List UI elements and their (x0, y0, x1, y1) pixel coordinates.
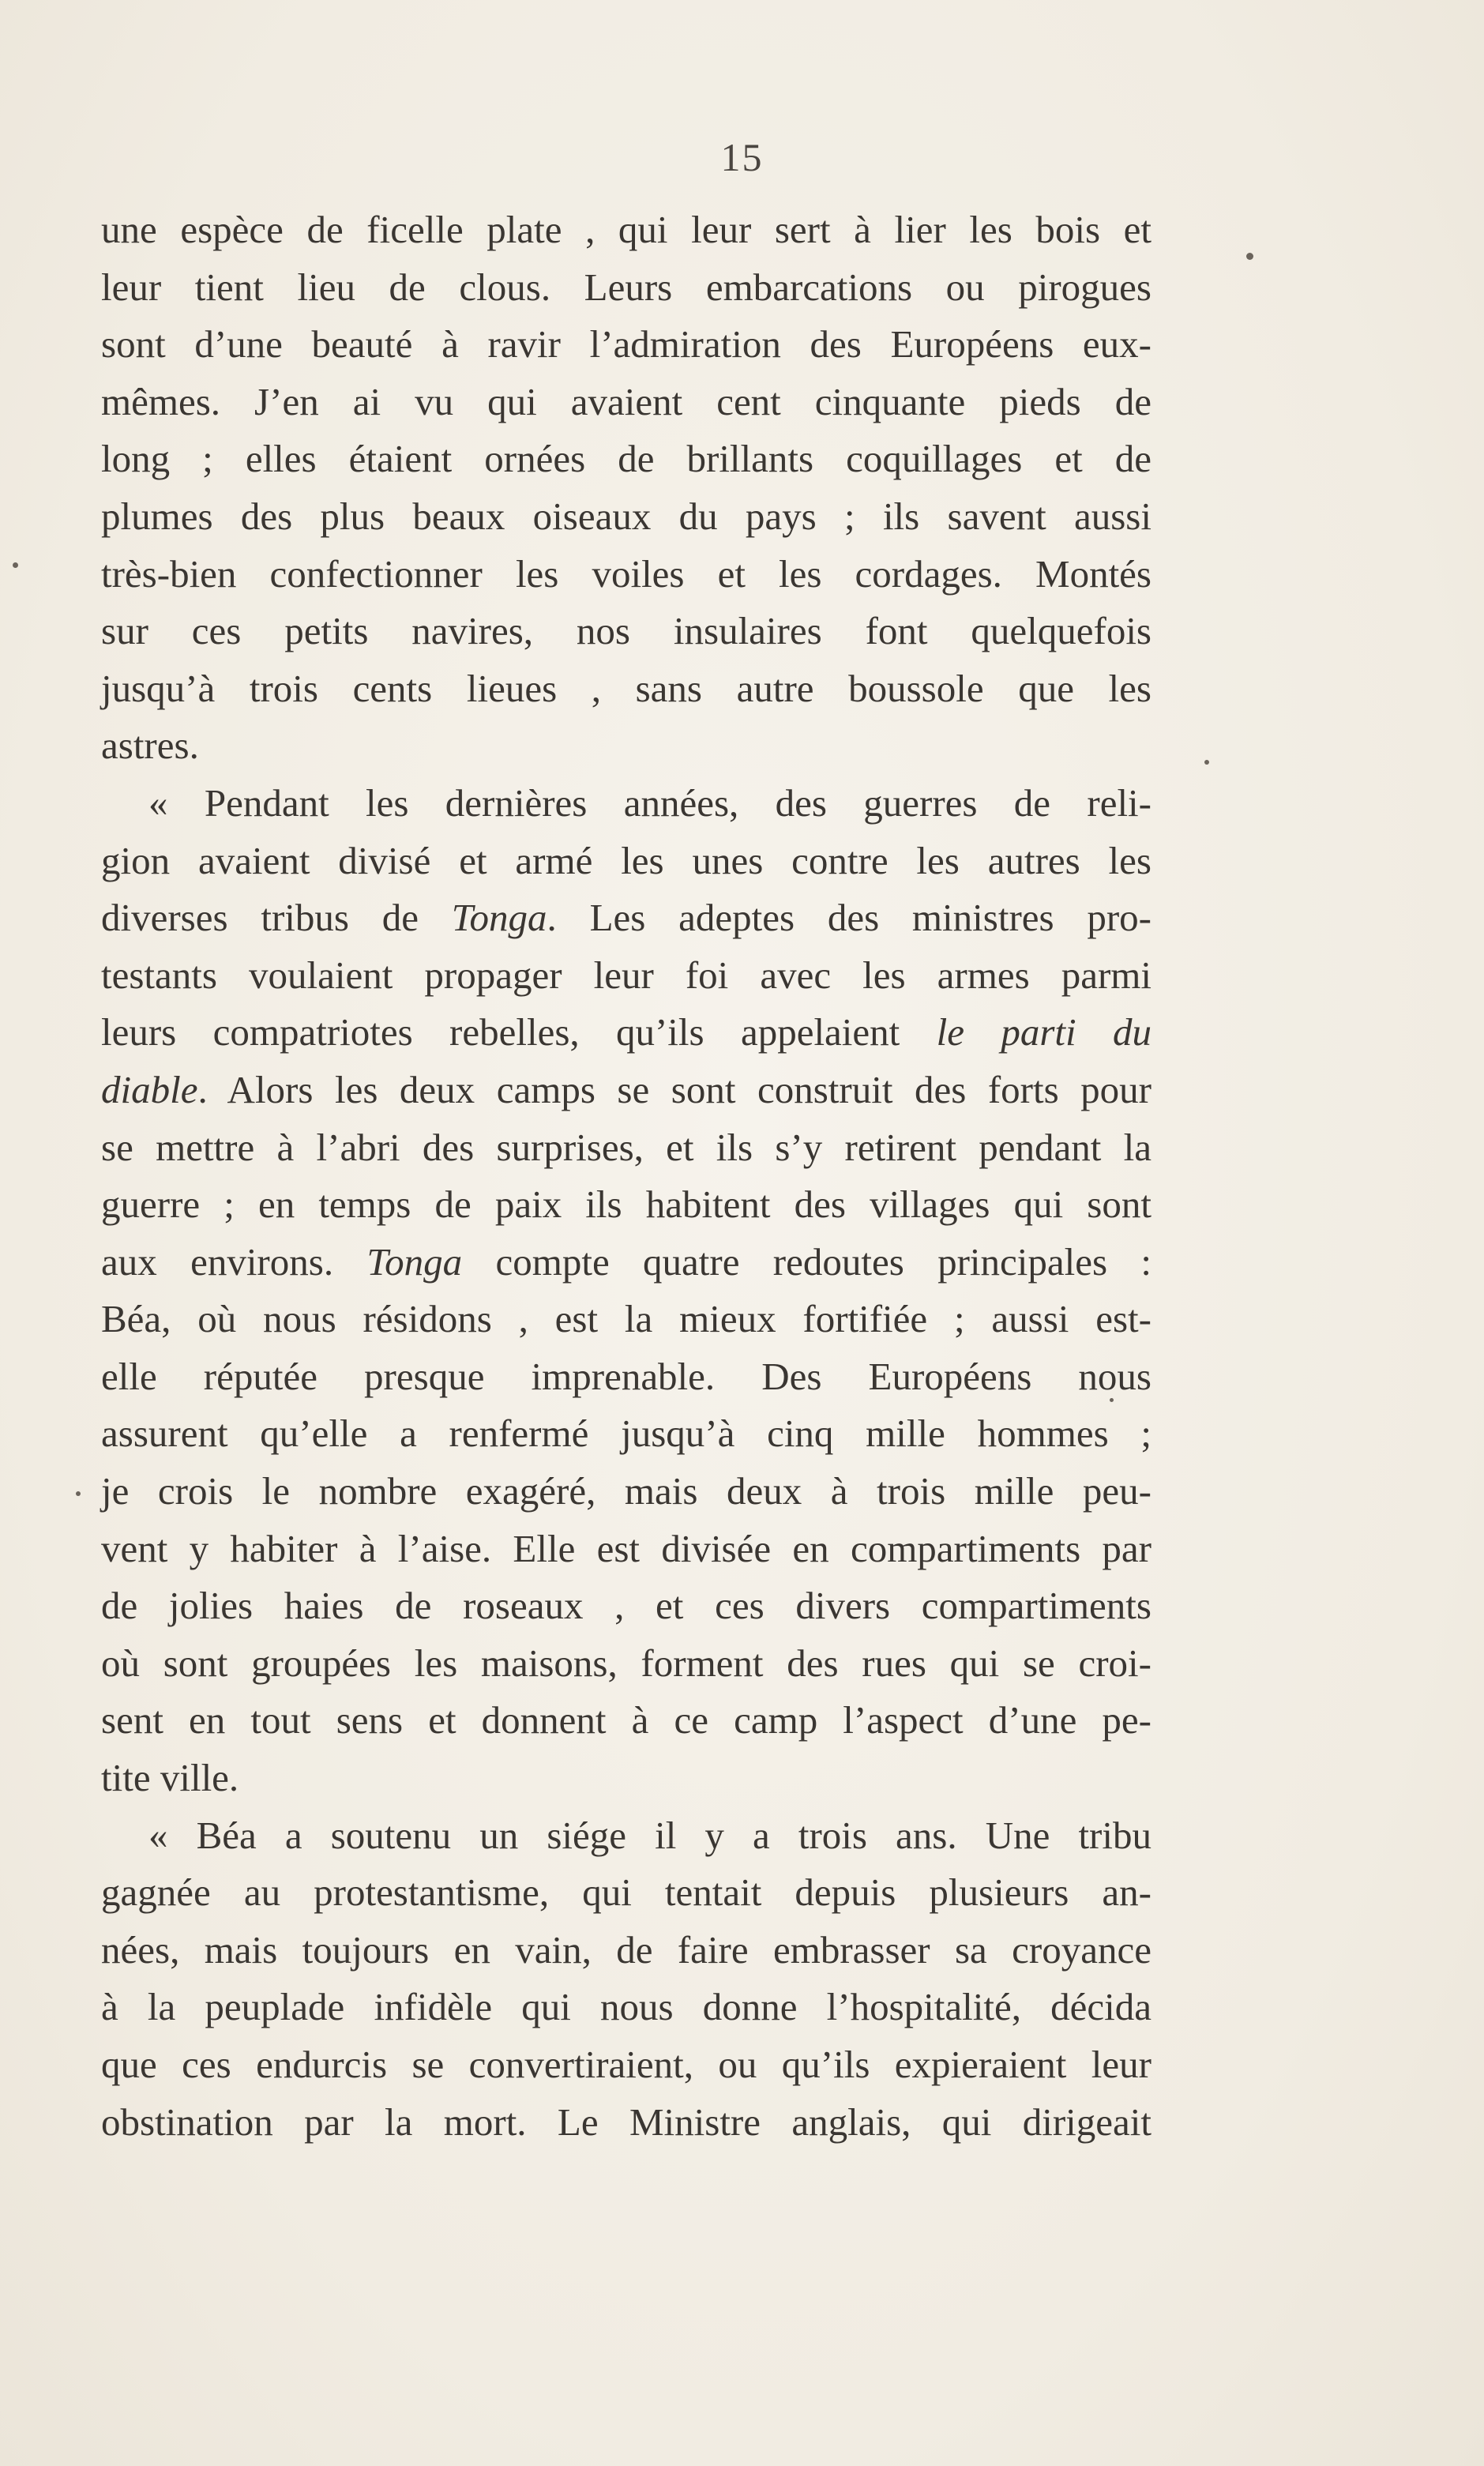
text-line (101, 1004, 1152, 1062)
text-segment: testants voulaient propager leur foi avec les armes parmi (101, 953, 1152, 997)
text-segment: diverses tribus de (101, 896, 452, 940)
text-line (101, 1234, 1152, 1291)
text-line (101, 374, 1152, 431)
text-segment: de jolies haies de roseaux , et ces divers compartiments (101, 1584, 1152, 1628)
page-number: 15 (720, 135, 764, 179)
text-line (101, 1864, 1152, 1922)
text-segment: « Béa a soutenu un siége il y a trois ans. Une tribu (148, 1813, 1152, 1857)
text-line (101, 1807, 1152, 1865)
text-segment: gion avaient divisé et armé les unes contre les autres les (101, 838, 1152, 882)
text-line (101, 603, 1152, 660)
text-line (101, 833, 1152, 890)
text-line (101, 717, 1152, 775)
text-segment: « Pendant les dernières années, des guerres de reli- (148, 780, 1152, 825)
text-segment: assurent qu’elle a renfermé jusqu’à cinq mille hommes ; (101, 1412, 1152, 1456)
text-segment: long ; elles étaient ornées de brillants coquillages et de (101, 437, 1152, 481)
text-segment: plumes des plus beaux oiseaux du pays ; ils savent aussi (101, 494, 1152, 538)
text-segment: sont d’une beauté à ravir l’admiration des Européens eux- (101, 322, 1152, 367)
text-segment: à la peuplade infidèle qui nous donne l’hospitalité, décida (101, 1985, 1152, 2029)
text-segment: compte quatre redoutes principales : (462, 1239, 1152, 1284)
text-segment: nées, mais toujours en vain, de faire embrasser sa croyance (101, 1927, 1152, 1972)
text-segment: elle réputée presque imprenable. Des Européens nous (101, 1354, 1152, 1398)
text-segment: vent y habiter à l’aise. Elle est divisée en compartiments par (101, 1526, 1152, 1570)
italic-text-segment: diable (101, 1067, 198, 1111)
text-line (101, 488, 1152, 546)
text-line (101, 2094, 1152, 2152)
text-line (101, 1979, 1152, 2036)
text-segment: sur ces petits navires, nos insulaires font quelquefois (101, 609, 1152, 653)
text-segment: leurs compatriotes rebelles, qu’ils appelaient (101, 1010, 937, 1054)
italic-text-segment: Tonga (366, 1239, 463, 1284)
text-line (101, 1635, 1152, 1693)
text-segment: guerre ; en temps de paix ils habitent des villages qui sont (101, 1182, 1152, 1227)
text-line (101, 1405, 1152, 1463)
text-line (101, 1922, 1152, 1979)
text-line (101, 1062, 1152, 1119)
italic-text-segment: le parti du (936, 1010, 1152, 1054)
text-line (101, 1692, 1152, 1750)
text-segment: . Alors les deux camps se sont construit des forts pour (197, 1067, 1152, 1111)
italic-text-segment: Tonga (451, 896, 547, 940)
text-line (101, 947, 1152, 1005)
text-segment: gagnée au protestantisme, qui tentait depuis plusieurs an- (101, 1870, 1152, 1915)
text-line (101, 316, 1152, 374)
text-line (101, 2036, 1152, 2094)
text-segment: aux environs. (101, 1239, 367, 1284)
body-text (101, 201, 1152, 2151)
text-line (101, 1521, 1152, 1578)
text-line (101, 1750, 1152, 1807)
text-segment: sent en tout sens et donnent à ce camp l’aspect d’une pe- (101, 1698, 1152, 1742)
text-segment: une espèce de ficelle plate , qui leur sert à lier les bois et (101, 208, 1152, 251)
text-segment: que ces endurcis se convertiraient, ou qu’ils expieraient leur (101, 2043, 1152, 2086)
text-segment: mêmes. J’en ai vu qui avaient cent cinquante pieds de (101, 379, 1152, 423)
text-segment: où sont groupées les maisons, forment des rues qui se croi- (101, 1641, 1152, 1685)
text-segment: leur tient lieu de clous. Leurs embarcations ou pirogues (101, 265, 1152, 309)
text-segment: se mettre à l’abri des surprises, et ils s’y retirent pendant la (101, 1125, 1152, 1169)
text-line (101, 1348, 1152, 1406)
text-segment: tite ville. (101, 1756, 239, 1800)
text-line (101, 259, 1152, 317)
text-line (101, 201, 1152, 259)
text-line (101, 546, 1152, 603)
text-line (101, 889, 1152, 947)
text-line (101, 660, 1152, 718)
text-segment: très-bien confectionner les voiles et les cordages. Montés (101, 551, 1152, 596)
text-segment: . Les adeptes des ministres pro- (547, 896, 1152, 940)
text-line (101, 1463, 1152, 1521)
text-segment: astres. (101, 724, 199, 768)
text-segment: jusqu’à trois cents lieues , sans autre boussole que les (101, 666, 1152, 710)
text-segment: je crois le nombre exagéré, mais deux à trois mille peu- (101, 1469, 1152, 1513)
text-line (101, 1119, 1152, 1177)
text-line (101, 1577, 1152, 1635)
text-line (101, 430, 1152, 488)
text-segment: obstination par la mort. Le Ministre anglais, qui dirigeait (101, 2099, 1152, 2144)
text-line (101, 775, 1152, 833)
text-line (101, 1291, 1152, 1348)
text-segment: Béa, où nous résidons , est la mieux fortifiée ; aussi est- (101, 1297, 1152, 1341)
text-line (101, 1176, 1152, 1234)
